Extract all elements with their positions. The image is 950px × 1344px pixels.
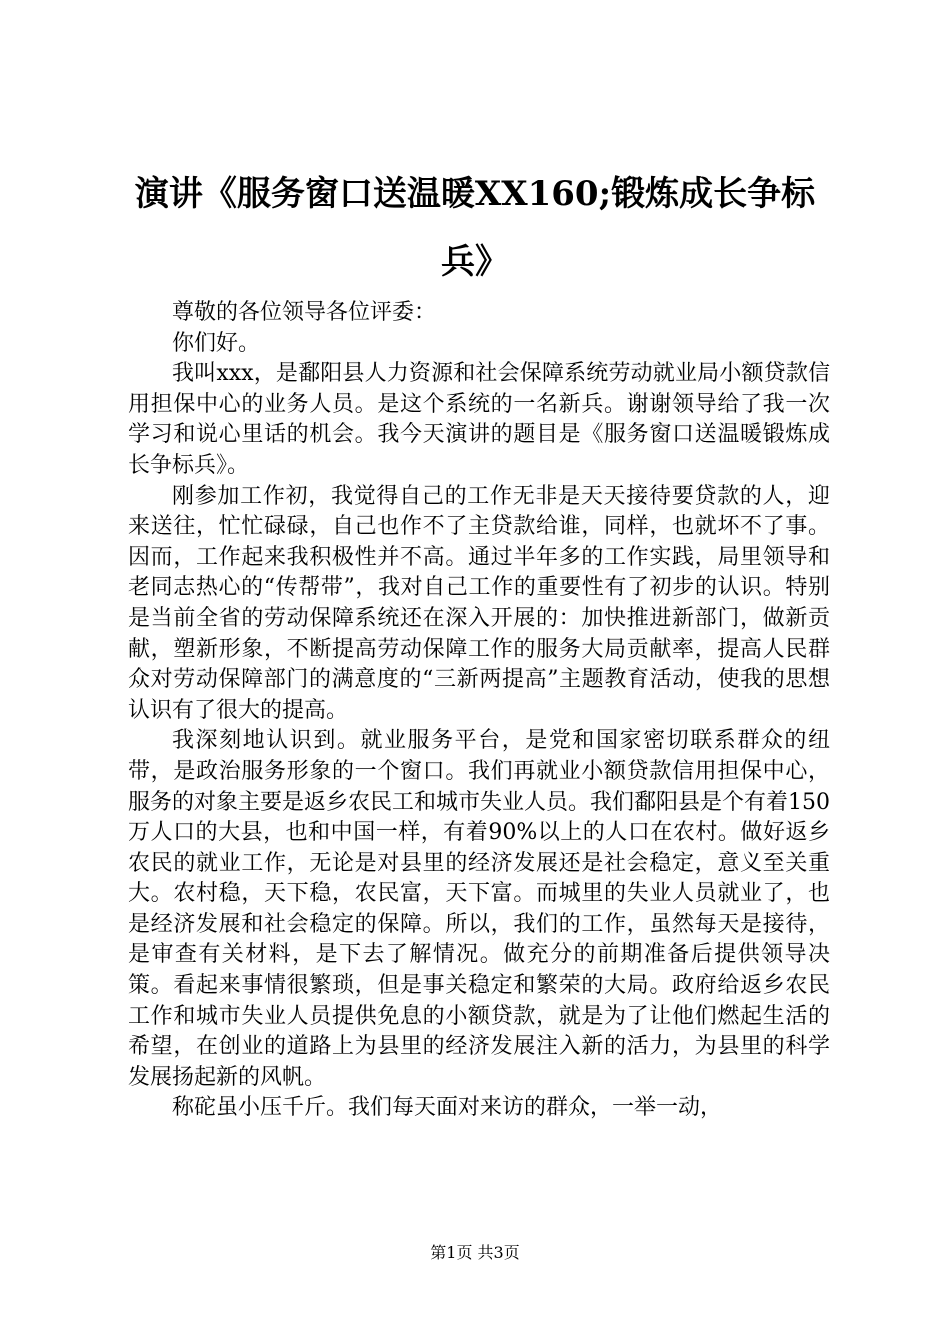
paragraph-continuation: 称砣虽小压千斤。我们每天面对来访的群众，一举一动，: [172, 1095, 723, 1121]
page-number: 第1页 共3页: [430, 1243, 520, 1262]
paragraph-salutation: 尊敬的各位领导各位评委：: [172, 300, 437, 325]
paragraph-understanding: 我深刻地认识到。就业服务平台，是党和国家密切联系群众的纽带，是政治服务形象的一个窗口。我们再就业小额贷款信用担保中心，服务的对象主要是返乡农民工和城市失业人员。我们鄱阳县是个有着150万人口的大县，也和中国一样，有着90%以上的人口在农村。做好返乡农民的就业工作，无论是对县里的经济发展还是社会稳定，意义至关重大。农村稳，天下稳，农民富，天下富。而城里的失业人员就业了，也是经济发展和社会稳定的保障。所以，我们的工作，虽然每天是接待，是审查有关材料，是下去了解情况。做充分的前期准备后提供领导决策。看起来事情很繁琐，但是事关稳定和繁荣的大局。政府给返乡农民工作和城市失业人员提供免息的小额贷款，就是为了让他们燃起生活的希望，在创业的道路上为县里的经济发展注入新的活力，为县里的科学发展扬起新的风帆。: [128, 728, 830, 1090]
paragraph-introduction: 我叫xxx，是鄱阳县人力资源和社会保障系统劳动就业局小额贷款信用担保中心的业务人员。是这个系统的一名新兵。谢谢领导给了我一次学习和说心里话的机会。我今天演讲的题目是《服务窗口送温暖锻炼成长争标兵》。: [128, 361, 830, 478]
paragraph-greeting: 你们好。: [172, 330, 261, 356]
document-title: 演讲《服务窗口送温暖XX160;锻炼成长争标兵》: [134, 174, 816, 282]
document-body: [128, 298, 830, 1124]
paragraph-early-work: 刚参加工作初，我觉得自己的工作无非是天天接待要贷款的人，迎来送往，忙忙碌碌，自己也作不了主贷款给谁，同样，也就坏不了事。因而，工作起来我积极性并不高。通过半年多的工作实践，局里领导和老同志热心的“传帮带”，我对自己工作的重要性有了初步的认识。特别是当前全省的劳动保障系统还在深入开展的：加快推进新部门，做新贡献，塑新形象，不断提高劳动保障工作的服务大局贡献率，提高人民群众对劳动保障部门的满意度的“三新两提高”主题教育活动，使我的思想认识有了很大的提高。: [128, 483, 830, 723]
